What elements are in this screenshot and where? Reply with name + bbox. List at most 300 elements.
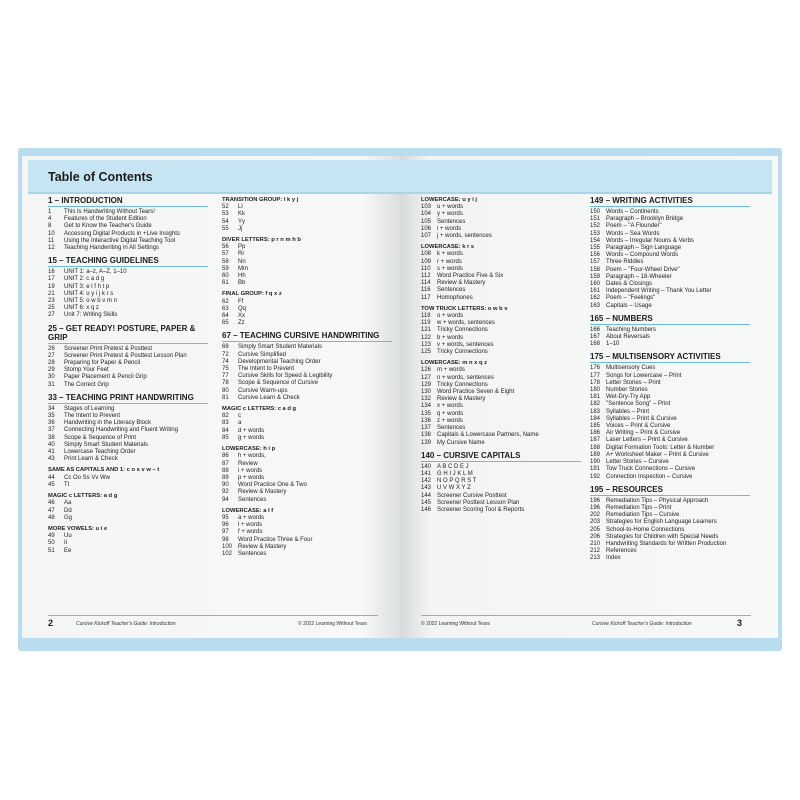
entry-title: Teaching Handwriting in All Settings — [64, 245, 160, 252]
entry-page-number: 92 — [222, 489, 229, 496]
entry-page-number: 188 — [590, 444, 601, 451]
entry-page-number: 45 — [48, 481, 55, 488]
entry-page-number: 136 — [421, 417, 432, 424]
entry-page-number: 59 — [222, 265, 229, 272]
toc-entry — [48, 413, 208, 420]
entry-title: Aa — [64, 500, 72, 507]
toc-entry — [222, 395, 392, 402]
entry-title: Features of the Student Edition — [64, 216, 147, 223]
entry-title: Digital Formation Tools: Letter & Number — [606, 444, 715, 451]
entry-title: Handwriting in the Literacy Block — [64, 420, 152, 427]
toc-entry — [222, 259, 392, 266]
entry-title: Connecting Handwriting and Fluent Writing — [64, 427, 178, 434]
entry-title: UNIT 6: x q z — [64, 305, 99, 312]
entry-title: Air Writing – Print & Cursive — [606, 430, 681, 437]
entry-title: Stages of Learning — [64, 405, 115, 412]
entry-title: m + words — [437, 367, 465, 374]
entry-title: Rr — [238, 251, 245, 258]
section-heading: 165 – NUMBERS — [590, 314, 750, 325]
entry-page-number: 65 — [222, 320, 229, 327]
toc-entry — [222, 461, 392, 468]
toc-section — [421, 197, 581, 240]
entry-page-number: 205 — [590, 526, 601, 533]
entry-title: UNIT 2: c a d g — [64, 276, 105, 283]
entry-title: Uu — [64, 533, 72, 540]
entry-title: Cursive Simplified — [238, 351, 287, 358]
entry-page-number: 121 — [421, 327, 432, 334]
entry-page-number: 116 — [421, 287, 431, 294]
toc-section — [421, 244, 581, 302]
entry-title: Connection Inspection – Cursive — [606, 473, 693, 480]
entry-title: UNIT 3: e l f h t p — [64, 283, 110, 290]
toc-entry — [222, 204, 392, 211]
entry-title: UNIT 5: o w b v m n — [64, 298, 117, 305]
entry-page-number: 58 — [222, 258, 229, 265]
entry-page-number: 210 — [590, 540, 601, 547]
entry-title: b + words — [437, 334, 464, 341]
toc-entry — [590, 519, 750, 526]
entry-title: This Is Handwriting Without Tears! — [64, 209, 155, 215]
toc-entry — [590, 380, 750, 387]
toc-entry — [590, 281, 750, 288]
entry-page-number: 166 — [590, 326, 601, 333]
entry-page-number: 178 — [590, 379, 601, 386]
entry-page-number: 49 — [48, 533, 55, 540]
entry-title: Remediation Tips – Physical Approach — [606, 497, 709, 504]
toc-entry — [48, 245, 208, 252]
toc-entry — [48, 269, 208, 276]
toc-entry — [590, 401, 750, 408]
toc-entry — [222, 388, 392, 395]
toc-entry — [48, 223, 208, 230]
toc-entry — [222, 435, 392, 442]
entry-title: UNIT 4: u y i j k r s — [64, 290, 114, 297]
toc-entry — [590, 259, 750, 266]
toc-entry — [222, 373, 392, 380]
toc-entry — [590, 238, 750, 245]
entry-page-number: 151 — [590, 216, 601, 223]
toc-entry — [48, 442, 208, 449]
entry-title: Review & Mastery — [437, 280, 486, 287]
entry-title: About Reversals — [606, 334, 651, 341]
entry-title: Screener Scoring Tool & Reports — [437, 506, 525, 513]
toc-entry — [421, 432, 581, 439]
toc-entry — [590, 365, 750, 372]
entry-page-number: 182 — [590, 401, 601, 408]
entry-title: Number Stories — [606, 387, 648, 394]
entry-title: Handwriting Standards for Written Production — [606, 540, 727, 547]
entry-page-number: 52 — [222, 204, 229, 211]
toc-entry — [421, 493, 581, 500]
entry-title: u + words — [437, 204, 464, 211]
entry-page-number: 184 — [590, 415, 601, 422]
entry-title: Cursive Learn & Check — [238, 394, 300, 401]
entry-title: Lowercase Teaching Order — [64, 449, 136, 456]
entry-page-number: 48 — [48, 514, 55, 521]
toc-entry — [590, 534, 750, 541]
entry-page-number: 125 — [421, 349, 432, 356]
entry-page-number: 56 — [222, 244, 229, 251]
entry-title: Teaching Numbers — [606, 326, 657, 333]
toc-entry — [421, 342, 581, 349]
entry-page-number: 117 — [421, 294, 431, 301]
group-heading: TRANSITION GROUP: l k y j — [222, 197, 299, 203]
entry-page-number: 85 — [222, 434, 229, 441]
entry-title: Dd — [64, 507, 72, 514]
toc-entry — [421, 211, 581, 218]
toc-section — [222, 291, 392, 327]
toc-entry — [222, 413, 392, 420]
entry-page-number: 4 — [48, 216, 52, 223]
entry-title: Review & Mastery — [238, 489, 287, 496]
toc-entry — [222, 299, 392, 306]
entry-title: Cursive Skills for Speed & Legibility — [238, 373, 333, 380]
entry-page-number: 31 — [48, 381, 55, 388]
section-heading: 33 – TEACHING PRINT HANDWRITING — [48, 393, 208, 404]
toc-entry — [590, 452, 750, 459]
entry-page-number: 57 — [222, 251, 229, 258]
entry-page-number: 106 — [421, 225, 432, 232]
toc-section — [48, 256, 208, 319]
entry-page-number: 25 — [48, 305, 55, 312]
entry-title: Remediation Tips – Print — [606, 504, 672, 511]
entry-page-number: 189 — [590, 451, 601, 458]
entry-page-number: 41 — [48, 449, 55, 456]
toc-entry — [590, 459, 750, 466]
toc-section — [48, 467, 208, 489]
entry-title: Pp — [238, 244, 246, 251]
entry-title: Paragraph – 18-Wheeler — [606, 273, 672, 280]
entry-title: The Intent to Prevent — [64, 413, 121, 420]
toc-entry — [48, 500, 208, 507]
entry-title: The Correct Grip — [64, 381, 109, 388]
entry-page-number: 127 — [421, 374, 432, 381]
entry-title: Strategies for Children with Special Needs — [606, 533, 719, 540]
toc-entry — [590, 512, 750, 519]
entry-page-number: 135 — [421, 410, 432, 417]
entry-page-number: 61 — [222, 280, 229, 287]
toc-entry — [222, 497, 392, 504]
entry-page-number: 37 — [48, 427, 55, 434]
toc-entry — [222, 380, 392, 387]
entry-page-number: 29 — [48, 367, 55, 374]
section-heading: 25 – GET READY! POSTURE, PAPER & GRIP — [48, 324, 208, 344]
toc-entry — [222, 219, 392, 226]
entry-page-number: 103 — [421, 204, 432, 211]
section-heading: 140 – CURSIVE CAPITALS — [421, 451, 581, 462]
left-page-number: 2 — [48, 618, 54, 628]
entry-title: Ee — [64, 547, 72, 554]
entry-title: Review & Mastery — [238, 543, 287, 550]
toc-entry — [421, 500, 581, 507]
entry-title: Capitals & Lowercase Partners, Name — [437, 432, 539, 439]
group-heading: MAGIC c LETTERS: c a d g — [222, 406, 297, 413]
entry-title: l + words — [238, 522, 263, 529]
entry-title: Review — [238, 460, 258, 467]
entry-title: Dates & Closings — [606, 281, 653, 288]
toc-entry — [590, 223, 750, 230]
entry-title: n + words, sentences — [437, 374, 494, 381]
entry-title: r + words — [437, 258, 462, 265]
entry-page-number: 34 — [48, 405, 55, 412]
entry-page-number: 87 — [222, 460, 229, 467]
entry-page-number: 167 — [590, 334, 601, 341]
toc-entry — [590, 548, 750, 555]
toc-entry — [48, 346, 208, 353]
toc-entry — [48, 406, 208, 413]
toc-entry — [48, 209, 208, 216]
entry-title: h + words, — [238, 453, 266, 460]
entry-page-number: 161 — [590, 288, 601, 295]
entry-title: Ii — [64, 540, 67, 547]
toc-entry — [590, 527, 750, 534]
entry-page-number: 83 — [222, 420, 229, 427]
entry-page-number: 119 — [421, 320, 431, 327]
entry-title: Mm — [238, 265, 248, 272]
toc-entry — [222, 522, 392, 529]
right-footer-rule — [421, 615, 751, 616]
toc-entry — [421, 320, 581, 327]
toc-entry — [222, 551, 392, 558]
entry-title: Nn — [238, 258, 246, 265]
entry-title: Tricky Connections — [437, 381, 488, 388]
toc-entry — [590, 334, 750, 341]
entry-title: Using the Interactive Digital Teaching Tool — [64, 237, 176, 244]
toc-section — [222, 331, 392, 402]
entry-title: Word Practice Five & Six — [437, 273, 504, 280]
toc-entry — [590, 373, 750, 380]
entry-page-number: 86 — [222, 453, 229, 460]
toc-entry — [421, 471, 581, 478]
entry-title: p + words — [238, 474, 265, 481]
toc-entry — [48, 475, 208, 482]
entry-title: Screener Cursive Posttest — [437, 492, 507, 499]
toc-section — [48, 526, 208, 555]
right-page-number: 3 — [737, 618, 743, 628]
entry-page-number: 27 — [48, 312, 55, 319]
toc-entry — [590, 341, 750, 348]
entry-page-number: 143 — [421, 485, 432, 492]
entry-title: Kk — [238, 211, 246, 218]
toc-entry — [421, 382, 581, 389]
left-footer-rule — [48, 615, 378, 616]
entry-page-number: 181 — [590, 394, 601, 401]
entry-title: Cursive Warm-ups — [238, 387, 288, 394]
toc-entry — [421, 411, 581, 418]
entry-page-number: 140 — [421, 463, 432, 470]
toc-entry — [222, 453, 392, 460]
entry-title: Scope & Sequence of Print — [64, 434, 137, 441]
toc-entry — [590, 416, 750, 423]
entry-page-number: 153 — [590, 230, 601, 237]
entry-page-number: 180 — [590, 387, 601, 394]
toc-entry — [590, 466, 750, 473]
entry-page-number: 203 — [590, 519, 601, 526]
entry-title: U V W X Y Z — [437, 485, 471, 492]
toc-entry — [421, 418, 581, 425]
toc-entry — [590, 267, 750, 274]
entry-title: Simply Smart Student Materials — [238, 344, 323, 351]
toc-entry — [222, 482, 392, 489]
right-book-title: Cursive Kickoff Teacher's Guide: Introduction — [592, 621, 692, 627]
toc-entry — [222, 489, 392, 496]
section-heading: 195 – RESOURCES — [590, 485, 750, 496]
toc-entry — [421, 251, 581, 258]
entry-title: Word Practice Three & Four — [238, 536, 313, 543]
entry-title: g + words — [238, 434, 265, 441]
group-heading: MORE VOWELS: u i e — [48, 525, 108, 532]
entry-title: UNIT 1: a–z, A–Z, 1–10 — [64, 269, 127, 276]
entry-title: A B C D E J — [437, 463, 469, 470]
entry-page-number: 109 — [421, 258, 432, 265]
entry-page-number: 89 — [222, 474, 229, 481]
entry-title: Get to Know the Teacher's Guide — [64, 223, 152, 230]
entry-title: c — [238, 413, 241, 420]
entry-title: x + words — [437, 403, 463, 410]
entry-title: j + words, sentences — [437, 233, 492, 240]
entry-title: q + words — [437, 410, 464, 417]
group-heading: LOWERCASE: h i p — [222, 446, 276, 453]
toc-entry — [222, 344, 392, 351]
entry-page-number: 97 — [222, 529, 229, 536]
entry-page-number: 23 — [48, 298, 55, 305]
entry-page-number: 80 — [222, 387, 229, 394]
entry-page-number: 100 — [222, 543, 233, 550]
toc-section — [590, 314, 750, 349]
entry-page-number: 152 — [590, 223, 601, 230]
right-copyright: © 2022 Learning Without Tears — [421, 621, 490, 627]
toc-entry — [48, 548, 208, 555]
toc-entry — [48, 374, 208, 381]
toc-entry — [590, 295, 750, 302]
entry-page-number: 36 — [48, 420, 55, 427]
entry-title: Zz — [238, 320, 245, 327]
group-heading: LOWERCASE: a l f — [222, 507, 274, 514]
entry-page-number: 191 — [590, 466, 601, 473]
toc-entry — [590, 245, 750, 252]
entry-title: y + words — [437, 211, 463, 218]
group-heading: LOWERCASE: u y i j — [421, 197, 478, 203]
entry-title: Words – Continents — [606, 209, 659, 215]
entry-page-number: 68 — [222, 344, 229, 351]
entry-title: Qq — [238, 305, 247, 312]
toc-entry — [48, 238, 208, 245]
toc-entry — [222, 475, 392, 482]
toc-entry — [421, 396, 581, 403]
entry-page-number: 129 — [421, 381, 432, 388]
entry-title: Tt — [64, 481, 70, 488]
entry-title: Letter Stories – Print — [606, 379, 661, 386]
entry-page-number: 82 — [222, 413, 229, 420]
toc-entry — [590, 409, 750, 416]
entry-title: Preparing for Paper & Pencil — [64, 360, 141, 367]
entry-page-number: 44 — [48, 474, 55, 481]
toc-section — [421, 360, 581, 446]
entry-page-number: 90 — [222, 482, 229, 489]
group-heading: FINAL GROUP: f q x z — [222, 291, 282, 298]
toc-entry — [48, 449, 208, 456]
toc-entry — [590, 423, 750, 430]
section-heading: 15 – TEACHING GUIDELINES — [48, 256, 208, 267]
entry-page-number: 139 — [421, 439, 432, 446]
entry-page-number: 43 — [48, 456, 55, 463]
entry-page-number: 96 — [222, 522, 229, 529]
toc-entry — [421, 389, 581, 396]
entry-title: Cc Oo Ss Vv Ww — [64, 474, 111, 481]
toc-entry — [590, 437, 750, 444]
entry-title: Wet-Dry-Try App — [606, 394, 651, 401]
toc-entry — [590, 216, 750, 223]
entry-page-number: 114 — [421, 280, 431, 287]
toc-entry — [222, 428, 392, 435]
entry-title: f + words — [238, 529, 263, 536]
toc-entry — [222, 544, 392, 551]
toc-entry — [48, 427, 208, 434]
toc-column-2 — [222, 196, 392, 562]
entry-page-number: 78 — [222, 380, 229, 387]
entry-page-number: 108 — [421, 251, 432, 258]
entry-title: Strategies for English Language Learners — [606, 519, 717, 526]
toc-entry — [590, 387, 750, 394]
entry-title: Words – Irregular Nouns & Verbs — [606, 237, 694, 244]
entry-title: Hh — [238, 273, 246, 280]
toc-entry — [48, 305, 208, 312]
toc-entry — [222, 468, 392, 475]
toc-section — [222, 446, 392, 504]
group-heading: LOWERCASE: m n x q z — [421, 360, 488, 367]
toc-entry — [590, 541, 750, 548]
entry-page-number: 95 — [222, 514, 229, 521]
toc-entry — [421, 204, 581, 211]
entry-page-number: 51 — [48, 547, 55, 554]
toc-entry — [222, 515, 392, 522]
entry-page-number: 10 — [48, 230, 55, 237]
entry-title: Scope & Sequence of Cursive — [238, 380, 319, 387]
entry-title: a + words — [238, 514, 265, 521]
toc-entry — [590, 474, 750, 481]
entry-page-number: 105 — [421, 218, 432, 225]
entry-title: Letter Stories – Cursive — [606, 459, 669, 466]
toc-entry — [48, 435, 208, 442]
entry-page-number: 212 — [590, 548, 601, 555]
toc-entry — [222, 420, 392, 427]
entry-page-number: 155 — [590, 245, 601, 252]
entry-title: Sentences — [437, 287, 466, 294]
toc-entry — [48, 515, 208, 522]
entry-title: i + words — [437, 225, 462, 232]
entry-page-number: 132 — [421, 396, 432, 403]
toc-entry — [590, 394, 750, 401]
entry-title: Paragraph – Brooklyn Bridge — [606, 216, 684, 223]
toc-entry — [48, 312, 208, 319]
entry-title: Multisensory Cues — [606, 365, 656, 372]
entry-title: Remediation Tips – Cursive — [606, 512, 680, 519]
entry-title: Sentences — [238, 496, 267, 503]
entry-title: Xx — [238, 313, 246, 320]
group-heading: TOW TRUCK LETTERS: o w b v — [421, 305, 508, 312]
entry-page-number: 72 — [222, 351, 229, 358]
toc-entry — [421, 375, 581, 382]
toc-entry — [421, 349, 581, 356]
entry-page-number: 55 — [222, 225, 229, 232]
entry-page-number: 137 — [421, 425, 432, 432]
entry-title: N O P Q R S T — [437, 478, 477, 485]
entry-title: Words – Compound Words — [606, 252, 679, 259]
entry-page-number: 163 — [590, 302, 601, 309]
entry-page-number: 11 — [48, 237, 55, 244]
entry-page-number: 27 — [48, 352, 55, 359]
toc-entry — [48, 456, 208, 463]
